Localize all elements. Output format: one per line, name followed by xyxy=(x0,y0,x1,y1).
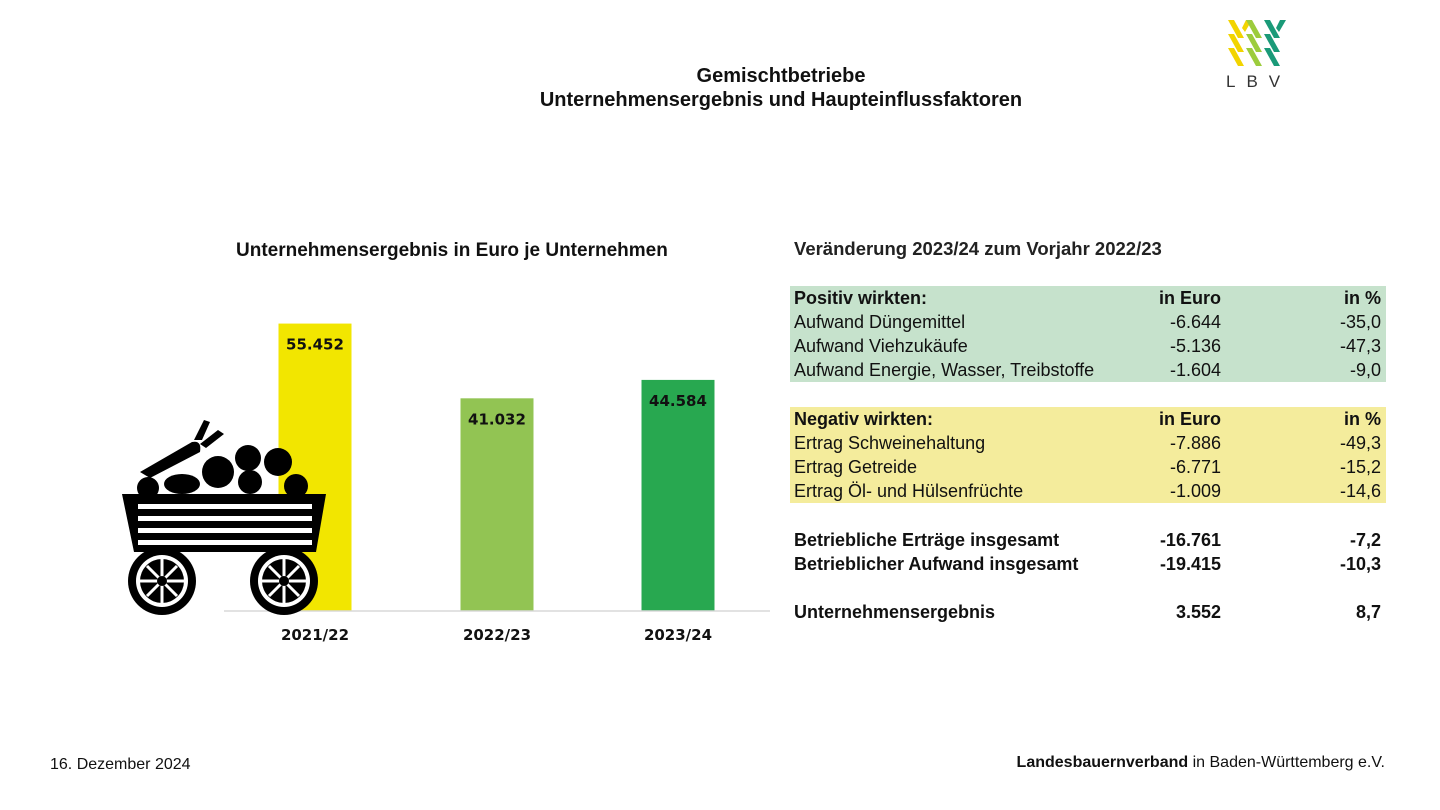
row-label: Betriebliche Erträge insgesamt xyxy=(794,530,1060,550)
totals-row xyxy=(790,552,1386,576)
row-percent: -7,2 xyxy=(1349,530,1381,550)
totals-block xyxy=(790,528,1386,576)
page-title-line1: Gemischtbetriebe xyxy=(696,65,866,87)
row-label: Betrieblicher Aufwand insgesamt xyxy=(794,554,1079,574)
totals-row xyxy=(790,528,1386,552)
x-tick-label: 2023/24 xyxy=(643,626,713,644)
table-row xyxy=(790,431,1386,455)
bar-value-label: 41.032 xyxy=(468,410,526,429)
table-title: Veränderung 2023/24 zum Vorjahr 2022/23 xyxy=(794,238,1162,259)
row-euro: -16.761 xyxy=(1159,530,1221,550)
negative-header xyxy=(790,407,1386,431)
bar-value-label: 55.452 xyxy=(286,335,344,354)
chart-title: Unternehmensergebnis in Euro je Unternehmen xyxy=(236,240,668,261)
positive-header xyxy=(790,286,1386,310)
bar-2023-24 xyxy=(642,380,715,611)
row-percent: -47,3 xyxy=(1339,336,1381,356)
footer-org-bold: Landesbauernverband xyxy=(1016,754,1189,771)
row-label: Aufwand Energie, Wasser, Treibstoffe xyxy=(794,360,1095,380)
row-percent: -49,3 xyxy=(1339,433,1381,453)
row-euro: -7.886 xyxy=(1169,433,1221,453)
positive-header-euro: in Euro xyxy=(1159,288,1221,308)
footer-organization xyxy=(1017,754,1385,772)
negative-block xyxy=(790,407,1386,503)
row-label: Ertrag Öl- und Hülsenfrüchte xyxy=(794,481,1024,501)
bar-2022-23 xyxy=(461,398,534,611)
row-percent: -9,0 xyxy=(1349,360,1381,380)
row-percent: -10,3 xyxy=(1339,554,1381,574)
row-label: Ertrag Schweinehaltung xyxy=(794,433,986,453)
carrot-icon xyxy=(140,442,200,478)
row-label: Ertrag Getreide xyxy=(794,457,918,477)
negative-header-label: Negativ wirkten: xyxy=(794,409,934,429)
table-row xyxy=(790,455,1386,479)
row-percent: -35,0 xyxy=(1339,312,1381,332)
positive-header-percent: in % xyxy=(1343,288,1381,308)
result-percent: 8,7 xyxy=(1355,602,1381,622)
row-label: Aufwand Düngemittel xyxy=(794,312,966,332)
row-percent: -14,6 xyxy=(1339,481,1381,501)
row-euro: -1.009 xyxy=(1169,481,1221,501)
table-row xyxy=(790,358,1386,382)
result-label: Unternehmensergebnis xyxy=(794,602,996,622)
negative-header-euro: in Euro xyxy=(1159,409,1221,429)
tomato-icon xyxy=(202,456,234,488)
footer-org-rest: in Baden-Württemberg e.V. xyxy=(1188,754,1385,771)
bar-chart xyxy=(120,300,780,660)
positive-block xyxy=(790,286,1386,382)
page-title-line2: Unternehmensergebnis und Haupteinflussfaktoren xyxy=(539,89,1023,111)
bar-value-label: 44.584 xyxy=(649,391,707,410)
table-row xyxy=(790,310,1386,334)
table-row xyxy=(790,479,1386,503)
logo-text: LBV xyxy=(1226,72,1292,91)
row-euro: -5.136 xyxy=(1169,336,1221,356)
positive-header-label: Positiv wirkten: xyxy=(794,288,928,308)
result-euro: 3.552 xyxy=(1175,602,1221,622)
negative-header-percent: in % xyxy=(1343,409,1381,429)
cart-wheel-left xyxy=(128,547,196,615)
result-block xyxy=(790,600,1386,624)
row-euro: -1.604 xyxy=(1169,360,1221,380)
x-tick-label: 2022/23 xyxy=(462,626,532,644)
row-euro: -19.415 xyxy=(1159,554,1221,574)
x-tick-label: 2021/22 xyxy=(280,626,350,644)
row-label: Aufwand Viehzukäufe xyxy=(794,336,968,356)
result-row xyxy=(790,600,1386,624)
cart-wheel-right xyxy=(250,547,318,615)
row-euro: -6.771 xyxy=(1169,457,1221,477)
row-percent: -15,2 xyxy=(1339,457,1381,477)
row-euro: -6.644 xyxy=(1169,312,1221,332)
table-row xyxy=(790,334,1386,358)
footer-date: 16. Dezember 2024 xyxy=(50,756,191,773)
